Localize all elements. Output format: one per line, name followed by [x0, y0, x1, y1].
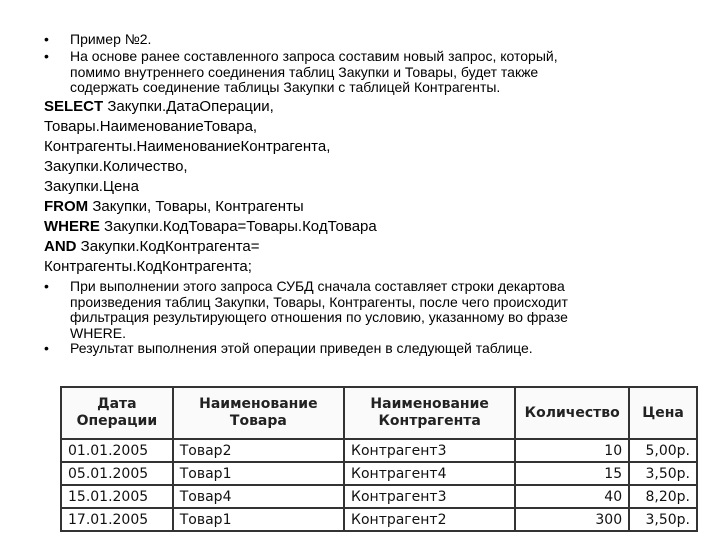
bullet-dot: •: [44, 278, 49, 294]
table-row: [61, 462, 697, 485]
cell-date: 17.01.2005: [61, 508, 173, 531]
cell-counterparty: Контрагент2: [344, 508, 515, 531]
sql-text: Закупки.ДатаОперации,: [103, 98, 274, 115]
cell-price: 3,50р.: [629, 462, 697, 485]
sql-text: Закупки.КодТовара=Товары.КодТовара: [99, 218, 377, 235]
bullet-line: При выполнении этого запроса СУБД сначала составляет строки декартова: [70, 278, 565, 294]
bullet-dot: •: [44, 340, 49, 356]
cell-quantity: 40: [515, 485, 629, 508]
cell-counterparty: Контрагент3: [344, 485, 515, 508]
bullet-line: произведения таблиц Закупки, Товары, Контрагенты, после чего происходит: [70, 293, 568, 310]
header-date: Дата Операции: [61, 387, 173, 439]
sql-line: [44, 257, 252, 277]
cell-product: Товар4: [173, 485, 344, 508]
bullet-item: [44, 31, 670, 48]
cell-date: 15.01.2005: [61, 485, 173, 508]
cell-product: Товар2: [173, 439, 344, 462]
bullet-dot: •: [44, 31, 49, 47]
sql-line: [44, 117, 257, 137]
sql-line: [44, 97, 274, 117]
cell-quantity: 300: [515, 508, 629, 531]
cell-counterparty: Контрагент4: [344, 462, 515, 485]
cell-quantity: 15: [515, 462, 629, 485]
sql-line: [44, 237, 260, 257]
bullet-item: [44, 278, 670, 341]
cell-date: 05.01.2005: [61, 462, 173, 485]
table-row: [61, 485, 697, 508]
bullet-dot: •: [44, 48, 49, 64]
sql-keyword: SELECT: [44, 98, 104, 115]
sql-line: [44, 137, 330, 157]
header-price: Цена: [629, 387, 697, 439]
sql-line: [44, 157, 188, 177]
bullet-line: На основе ранее составленного запроса составим новый запрос, который,: [70, 48, 558, 64]
cell-price: 3,50р.: [629, 508, 697, 531]
header-quantity: Количество: [515, 387, 629, 439]
bullet-line: Результат выполнения этой операции приведен в следующей таблице.: [70, 340, 533, 356]
table-header-row: [61, 387, 697, 439]
cell-price: 8,20р.: [629, 485, 697, 508]
bullet-item: [44, 48, 670, 96]
table-row: [61, 508, 697, 531]
cell-quantity: 10: [515, 439, 629, 462]
cell-product: Товар1: [173, 462, 344, 485]
sql-text: Закупки.Цена: [44, 178, 139, 195]
sql-line: [44, 197, 304, 217]
header-counterparty: Наименование Контрагента: [344, 387, 515, 439]
bullet-text: Пример №2.: [70, 31, 152, 47]
cell-counterparty: Контрагент3: [344, 439, 515, 462]
bullet-line: WHERE.: [70, 324, 126, 341]
bullet-item: [44, 340, 670, 357]
sql-keyword: FROM: [44, 198, 89, 215]
sql-line: [44, 177, 139, 197]
cell-date: 01.01.2005: [61, 439, 173, 462]
header-product: Наименование Товара: [173, 387, 344, 439]
cell-product: Товар1: [173, 508, 344, 531]
sql-text: Товары.НаименованиеТовара,: [44, 118, 258, 135]
sql-text: Контрагенты.КодКонтрагента;: [44, 258, 252, 275]
sql-keyword: WHERE: [44, 218, 100, 235]
sql-text: Контрагенты.НаименованиеКонтрагента,: [44, 138, 331, 155]
bullet-line: фильтрация результирующего отношения по условию, указанному во фразе: [70, 309, 568, 325]
sql-text: Закупки, Товары, Контрагенты: [88, 198, 304, 215]
sql-line: [44, 217, 377, 237]
result-table: [60, 386, 698, 532]
cell-price: 5,00р.: [629, 439, 697, 462]
sql-text: Закупки.Количество,: [44, 158, 188, 175]
bullet-line: содержать соединение таблицы Закупки с таблицей Контрагенты.: [70, 79, 501, 95]
bullet-line: помимо внутреннего соединения таблиц Закупки и Товары, будет также: [70, 63, 539, 80]
sql-keyword: AND: [44, 238, 77, 255]
sql-text: Закупки.КодКонтрагента=: [76, 238, 260, 255]
table-row: [61, 439, 697, 462]
